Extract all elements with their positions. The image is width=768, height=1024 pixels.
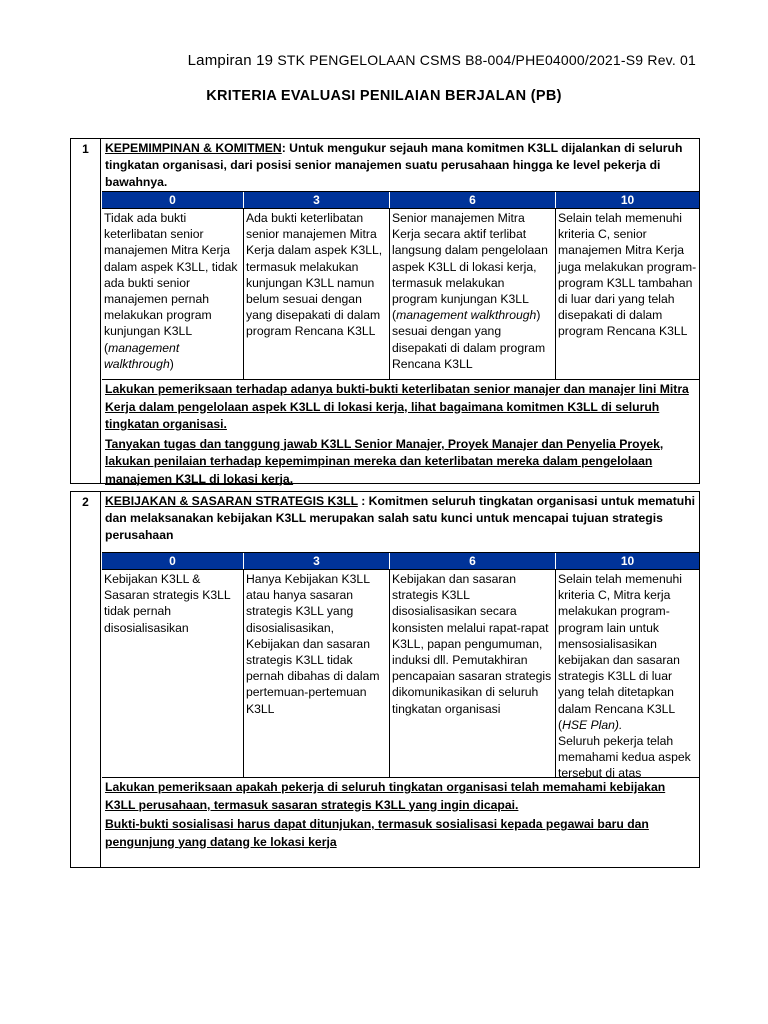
evaluation-instruction: Tanyakan tugas dan tanggung jawab K3LL Senior Manajer, Proyek Manajer dan Penyelia Proyek, lakukan penilaian terhadap kepemimpinan mereka dan keterlibatan mereka dalam pengelolaan manajemen K3LL di lokasi kerja. xyxy=(105,436,664,486)
criteria-cell: Senior manajemen Mitra Kerja secara aktif terlibat langsung dalam pengelolaan aspek K3LL di lokasi kerja, termasuk melakukan program kunjungan K3LL (management walkthrough) sesuai dengan yang disepakati di dalam program Rencana K3LL xyxy=(390,209,556,379)
section-heading xyxy=(102,492,699,544)
criteria-cell: Kebijakan dan sasaran strategis K3LL disosialisasikan secara konsisten melalui rapat-rapat K3LL, papan pengumuman, induksi dll. Pemutakhiran pencapaian sasaran strategis dikomunikasikan di seluruh tingkatan organisasi xyxy=(390,570,556,777)
evaluation-instruction: Lakukan pemeriksaan terhadap adanya bukti-bukti keterlibatan senior manajer dan manajer lini Mitra Kerja dalam pengelolaan aspek K3LL di lokasi kerja, lihat bagaimana komitmen K3LL di seluruh tingkatan organisasi. xyxy=(105,382,689,431)
document-reference xyxy=(188,52,696,69)
criteria-row xyxy=(102,209,699,380)
criteria-cell: Kebijakan K3LL & Sasaran strategis K3LL tidak pernah disosialisasikan xyxy=(102,570,244,777)
criteria-cell: Selain telah memenuhi kriteria C, senior manajemen Mitra Kerja juga melakukan program-program K3LL tambahan di luar dari yang telah disepakati di dalam program Rencana K3LL xyxy=(558,211,697,339)
reference-code: STK PENGELOLAAN CSMS B8-004/PHE04000/2021-S9 Rev. 01 xyxy=(277,52,696,68)
score-label: 0 xyxy=(102,192,244,208)
criteria-row xyxy=(102,570,699,781)
criteria-cell: Hanya Kebijakan K3LL atau hanya sasaran strategis K3LL yang disosialisasikan, Kebijakan dan sasaran strategis K3LL tidak pernah dibahas di dalam pertemuan-pertemuan K3LL xyxy=(244,570,390,777)
score-label: 10 xyxy=(620,554,635,568)
criteria-cell: Tidak ada bukti keterlibatan senior manajemen Mitra Kerja dalam aspek K3LL, tidak ada bukti senior manajemen pernah melakukan program kunjungan K3LL (management walkthrough) xyxy=(102,209,244,379)
criteria-section-2 xyxy=(70,491,700,868)
criteria-section-1 xyxy=(70,138,700,484)
section-heading-description: : Komitmen seluruh tingkatan organisasi untuk mematuhi dan melaksanakan kebijakan K3LL merupakan salah satu kunci untuk mencapai tujuan strategis perusahaan xyxy=(105,494,696,542)
section-heading-title: KEPEMIMPINAN & KOMITMEN xyxy=(105,141,282,155)
score-label: 6 xyxy=(390,553,556,569)
score-label: 3 xyxy=(244,553,390,569)
section-heading-title: KEBIJAKAN & SASARAN STRATEGIS K3LL xyxy=(105,494,358,508)
score-header xyxy=(102,552,699,570)
score-label: 0 xyxy=(102,553,244,569)
section-heading-description: : Untuk mengukur sejauh mana komitmen K3LL dijalankan di seluruh tingkatan organisasi, dari posisi senior manajemen suatu perusahaan hingga ke level pekerja di bawahnya. xyxy=(105,141,683,189)
section-number: 1 xyxy=(71,139,101,483)
criteria-cell: Selain telah memenuhi kriteria C, Mitra kerja melakukan program-program lain untuk mensosialisasikan kebijakan dan sasaran strategis K3LL di luar yang telah ditetapkan dalam Rencana K3LL (HSE Plan). Seluruh pekerja telah memahami kedua aspek tersebut di atas xyxy=(558,572,691,781)
score-header xyxy=(102,191,699,209)
score-label: 10 xyxy=(620,193,635,207)
section-number: 2 xyxy=(71,492,101,867)
section-heading xyxy=(102,139,699,191)
lampiran-label: Lampiran 19 xyxy=(187,52,274,69)
evaluation-instruction: Lakukan pemeriksaan apakah pekerja di seluruh tingkatan organisasi telah memahami kebijakan K3LL perusahaan, termasuk sasaran strategis K3LL yang ingin dicapai. xyxy=(105,780,666,812)
criteria-cell: Ada bukti keterlibatan senior manajemen Mitra Kerja dalam aspek K3LL, termasuk melakukan kunjungan K3LL namun belum sesuai dengan yang disepakati di dalam program Rencana K3LL xyxy=(244,209,390,379)
document-title: KRITERIA EVALUASI PENILAIAN BERJALAN (PB) xyxy=(206,88,562,104)
score-label: 3 xyxy=(244,192,390,208)
evaluation-instruction: Bukti-bukti sosialisasi harus dapat ditunjukan, termasuk sosialisasi kepada pegawai baru dan pengunjung yang datang ke lokasi kerja xyxy=(105,817,649,849)
score-label: 6 xyxy=(390,192,556,208)
